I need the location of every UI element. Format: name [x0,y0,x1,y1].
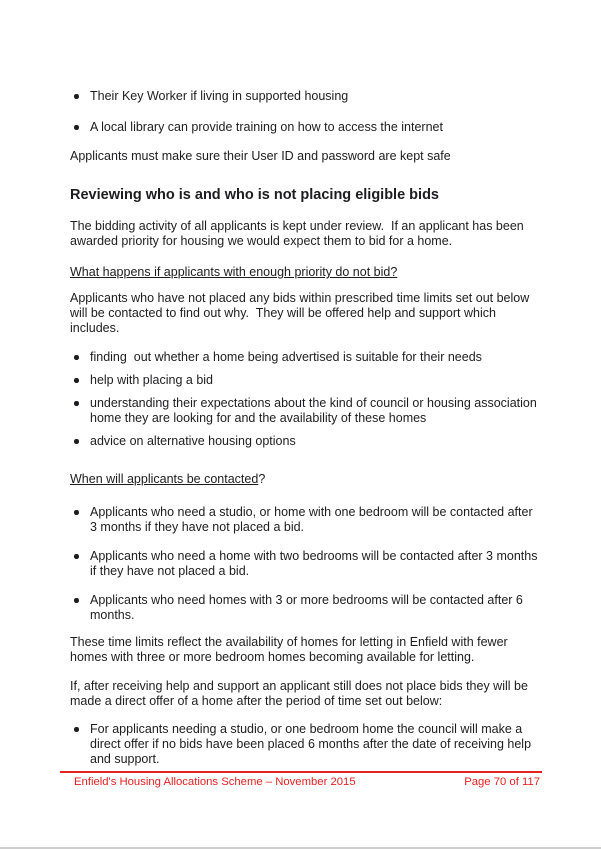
page-footer [74,775,540,789]
subheading-when-contacted [70,472,540,487]
subheading-underlined-text: What happens if applicants with enough priority do not bid? [70,265,398,279]
bullet-icon [70,350,90,365]
bullet-icon [70,593,90,623]
bullet-icon [70,373,90,388]
bullet-icon [70,505,90,535]
list-item-text: Applicants who need homes with 3 or more bedrooms will be contacted after 6 months. [90,593,527,622]
list-item-text: For applicants needing a studio, or one bedroom home the council will make a direct offer if no bids have been placed 6 months after the date of receiving help and support. [90,722,535,766]
list-item [70,120,540,135]
list-item [70,549,540,579]
intro-bullet-list [70,89,540,135]
section-heading: Reviewing who is and who is not placing eligible bids [70,187,439,203]
list-item-text: A local library can provide training on how to access the internet [90,120,443,134]
list-item [70,505,540,535]
bullet-icon [70,120,90,135]
list-item [70,373,540,388]
list-item-text: advice on alternative housing options [90,434,296,448]
footer-rule [60,771,542,773]
bullet-icon [70,549,90,579]
footer-document-title: Enfield's Housing Allocations Scheme – November 2015 [74,776,356,788]
help-bullet-list [70,350,540,449]
list-item [70,89,540,104]
list-item-text: Applicants who need a home with two bedrooms will be contacted after 3 months if they have not placed a bid. [90,549,541,578]
bullet-icon [70,89,90,104]
review-paragraph: The bidding activity of all applicants is kept under review. If an applicant has been awarded priority for housing we would expect them to bid for a home. [70,219,528,248]
page-bottom-edge [0,847,601,849]
bullet-icon [70,722,90,767]
direct-offer-paragraph: If, after receiving help and support an applicant still does not place bids they will be made a direct offer of a home after the period of time set out below: [70,679,532,708]
intro-note-paragraph: Applicants must make sure their User ID and password are kept safe [70,149,451,163]
document-body [70,89,540,767]
list-item-text: help with placing a bid [90,373,213,387]
list-item-text: understanding their expectations about the kind of council or housing association home they are looking for and the availability of these homes [90,396,541,425]
list-item-text: Their Key Worker if living in supported housing [90,89,349,103]
subheading-priority-no-bid [70,265,540,280]
list-item-text: Applicants who need a studio, or home with one bedroom will be contacted after 3 months if they have not placed a bid. [90,505,537,534]
offer-bullet-list [70,722,540,767]
bullet-icon [70,434,90,449]
contact-bullet-list [70,505,540,623]
list-item [70,396,540,426]
subheading-suffix: ? [258,472,266,486]
list-item [70,722,540,767]
list-item [70,350,540,365]
list-item [70,434,540,449]
subheading-underlined-text: When will applicants be contacted [70,472,259,486]
time-limits-paragraph: These time limits reflect the availability of homes for letting in Enfield with fewer homes with three or more bedroom homes becoming available for letting. [70,635,512,664]
list-item [70,593,540,623]
list-item-text: finding out whether a home being advertised is suitable for their needs [90,350,482,364]
bullet-icon [70,396,90,426]
contacted-paragraph: Applicants who have not placed any bids within prescribed time limits set out below will be contacted to find out why. They will be offered help and support which includes. [70,291,533,335]
footer-page-number: Page 70 of 117 [464,776,540,788]
